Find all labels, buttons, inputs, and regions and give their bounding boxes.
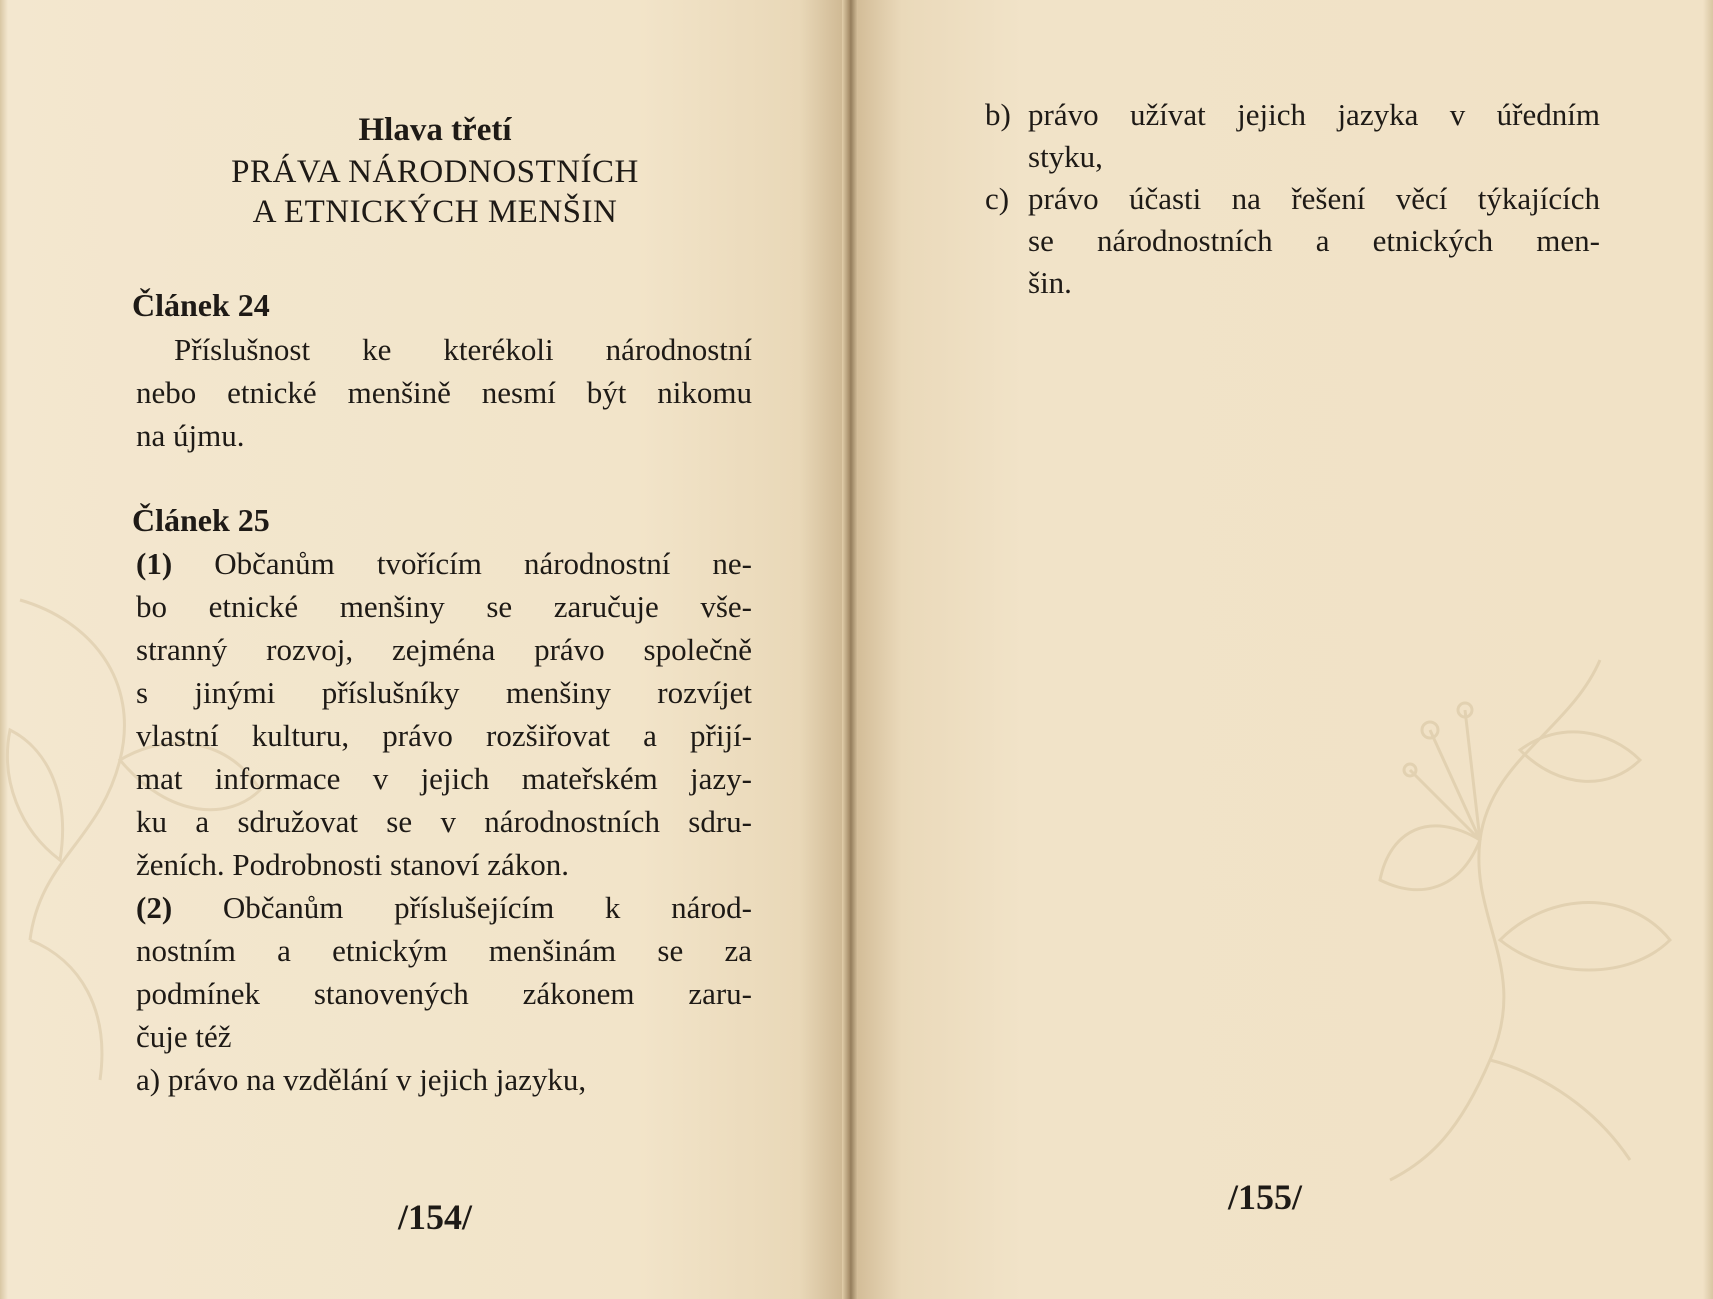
page-number-left: /154/ [398,1197,473,1237]
text-line: šin. [1028,265,1072,300]
list-item-b [985,94,1600,178]
text-line: stranný rozvoj, zejména právo společně [136,632,752,667]
text-line: se národnostních a etnických men- [1028,223,1600,258]
text-line: čuje též [136,1019,232,1054]
left-page [0,0,850,1299]
text-line: podmínek stanovených zákonem zaru- [136,976,752,1011]
list-marker-c: c) [985,181,1010,216]
text-line: Občanům tvořícím národnostní ne- [214,546,753,581]
left-page-edge [0,0,8,1299]
paragraph-1-number: (1) [136,546,173,581]
chapter-title [200,152,670,232]
text-line: vlastní kulturu, právo rozšiřovat a přijí- [136,718,752,753]
text-line: Občanům příslušejícím k národ- [222,890,753,925]
article-24-heading: Článek 24 [132,287,270,323]
book-spine [842,0,858,1299]
text-line: mat informace v jejich mateřském jazy- [136,761,752,796]
list-item-c [985,178,1600,304]
text-line: ženích. Podrobnosti stanoví zákon. [136,847,570,882]
article-24-body [136,328,752,457]
text-line: právo účasti na řešení věcí týkajících [1028,181,1600,216]
text-line: bo etnické menšiny se zaručuje vše- [136,589,752,624]
floral-watermark-right-icon [1370,640,1713,1200]
list-item-a [136,1058,752,1101]
chapter-number: Hlava třetí [358,112,512,148]
article-25-body [136,542,752,1101]
text-line: nebo etnické menšině nesmí být nikomu [136,375,752,410]
paragraph-2-number: (2) [136,890,173,925]
chapter-title-line: PRÁVA NÁRODNOSTNÍCH [231,154,639,190]
list-text-a: právo na vzdělání v jejich jazyku, [167,1062,587,1097]
article-25-heading: Článek 25 [132,502,270,538]
paragraph-1-first-line [136,542,752,585]
right-page-edge [1703,0,1713,1299]
text-line: s jinými příslušníky menšiny rozvíjet [136,675,752,710]
text-line: na újmu. [136,418,245,453]
text-line: styku, [1028,139,1103,174]
text-line: nostním a etnickým menšinám se za [136,933,752,968]
chapter-title-line: A ETNICKÝCH MENŠIN [252,194,618,230]
page-number-right: /155/ [1228,1177,1303,1217]
right-page-list [985,94,1600,304]
list-marker-b: b) [985,97,1011,132]
text-line: Příslušnost ke kterékoli národnostní [174,332,752,367]
text-line: právo užívat jejich jazyka v úředním [1028,97,1600,132]
paragraph-2-first-line [136,886,752,929]
text-line: ku a sdružovat se v národnostních sdru- [136,804,752,839]
list-marker-a: a) [136,1062,161,1097]
